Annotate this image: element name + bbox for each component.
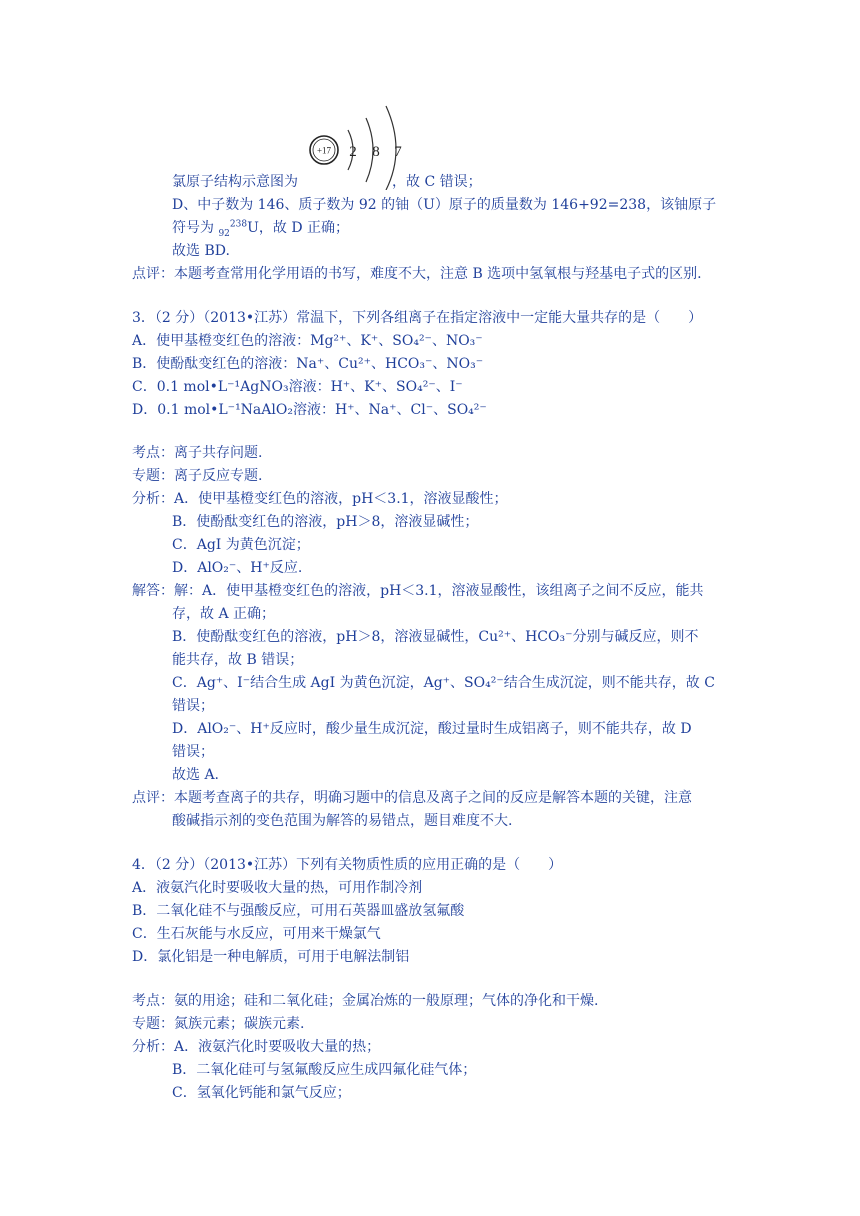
answer-c-suffix: ，故 C 错误； xyxy=(392,174,482,190)
nucleus-charge: +17 xyxy=(316,145,332,156)
q3-fenxi-b: B．使酚酞变红色的溶液，pH＞8，溶液显碱性； xyxy=(172,514,479,530)
answer-choice: 故选 BD. xyxy=(172,243,230,259)
shell-electrons-2: 8 xyxy=(372,144,380,160)
q3-fenxi-a: 分析：A．使甲基橙变红色的溶液，pH＜3.1，溶液显酸性； xyxy=(132,491,508,507)
q3-fenxi-d: D．AlO₂⁻、H⁺反应. xyxy=(172,560,303,576)
q3-fenxi-c: C．AgI 为黄色沉淀； xyxy=(172,537,310,553)
question-4-option-a: A．液氨汽化时要吸收大量的热，可用作制冷剂 xyxy=(132,880,423,896)
q3-jieda-d2: 错误； xyxy=(172,744,214,760)
q4-fenxi-c: C．氢氧化钙能和氯气反应； xyxy=(172,1085,351,1101)
comment: 点评：本题考查常用化学用语的书写，难度不大，注意 B 选项中氢氧根与羟基电子式的区别. xyxy=(132,266,702,282)
q3-comment-2: 酸碱指示剂的变色范围为解答的易错点，题目难度不大. xyxy=(172,813,513,829)
q4-fenxi-b: B．二氧化硅可与氢氟酸反应生成四氟化硅气体； xyxy=(172,1062,477,1078)
mass-number: 238 xyxy=(229,219,248,230)
q3-kaodian: 考点：离子共存问题. xyxy=(132,445,263,461)
q3-choice: 故选 A. xyxy=(172,767,220,783)
answer-c-line xyxy=(172,172,482,192)
answer-c-prefix: 氯原子结构示意图为 xyxy=(172,174,298,190)
question-3-option-c: C．0.1 mol•L⁻¹AgNO₃溶液：H⁺、K⁺、SO₄²⁻、I⁻ xyxy=(132,379,463,395)
question-4-option-b: B．二氧化硅不与强酸反应，可用石英器皿盛放氢氟酸 xyxy=(132,903,465,919)
q3-comment-1: 点评：本题考查离子的共存，明确习题中的信息及离子之间的反应是解答本题的关键，注意 xyxy=(132,790,692,806)
q3-jieda-a1: 解答：解：A．使甲基橙变红色的溶液，pH＜3.1，溶液显酸性，该组离子之间不反应，能共 xyxy=(132,583,704,599)
q3-jieda-a2: 存，故 A 正确； xyxy=(172,606,276,622)
q3-zhuanti: 专题：离子反应专题. xyxy=(132,468,263,484)
question-4-option-d: D．氯化铝是一种电解质，可用于电解法制铝 xyxy=(132,949,410,965)
answer-d-line-2: 符号为 $_{92}^{238}$U，故 D 正确； xyxy=(172,219,350,239)
q3-jieda-c1: C．Ag⁺、I⁻结合生成 AgI 为黄色沉淀，Ag⁺、SO₄²⁻结合生成沉淀，则不能共存，故 C xyxy=(172,675,715,691)
question-4-stem: 4．（2 分）（2013•江苏）下列有关物质性质的应用正确的是（ ） xyxy=(132,857,563,873)
question-4-option-c: C．生石灰能与水反应，可用来干燥氯气 xyxy=(132,926,381,942)
q3-jieda-d1: D．AlO₂⁻、H⁺反应时，酸少量生成沉淀，酸过量时生成铝离子，则不能共存，故 D xyxy=(172,721,692,737)
answer-d-line-1: D、中子数为 146、质子数为 92 的铀（U）原子的质量数为 146+92=238，该铀原子 xyxy=(172,197,717,213)
shell-electrons-1: 2 xyxy=(349,144,357,160)
question-3-option-b: B．使酚酞变红色的溶液：Na⁺、Cu²⁺、HCO₃⁻、NO₃⁻ xyxy=(132,356,484,372)
q3-jieda-b2: 能共存，故 B 错误； xyxy=(172,652,304,668)
question-3-option-a: A．使甲基橙变红色的溶液：Mg²⁺、K⁺、SO₄²⁻、NO₃⁻ xyxy=(132,333,483,349)
atomic-number: 92 xyxy=(218,228,230,239)
q3-jieda-b1: B．使酚酞变红色的溶液，pH＞8，溶液显碱性，Cu²⁺、HCO₃⁻分别与碱反应，则不 xyxy=(172,629,699,645)
shell-electrons-3: 7 xyxy=(394,144,402,160)
question-3-stem: 3．（2 分）（2013•江苏）常温下，下列各组离子在指定溶液中一定能大量共存的是（ ） xyxy=(132,310,703,326)
q4-fenxi-a: 分析：A．液氨汽化时要吸收大量的热； xyxy=(132,1039,381,1055)
q4-zhuanti: 专题：氮族元素；碳族元素. xyxy=(132,1016,305,1032)
question-3-option-d: D．0.1 mol•L⁻¹NaAlO₂溶液：H⁺、Na⁺、Cl⁻、SO₄²⁻ xyxy=(132,402,487,418)
q3-jieda-c2: 错误； xyxy=(172,698,214,714)
q4-kaodian: 考点：氨的用途；硅和二氧化硅；金属冶炼的一般原理；气体的净化和干燥. xyxy=(132,993,599,1009)
